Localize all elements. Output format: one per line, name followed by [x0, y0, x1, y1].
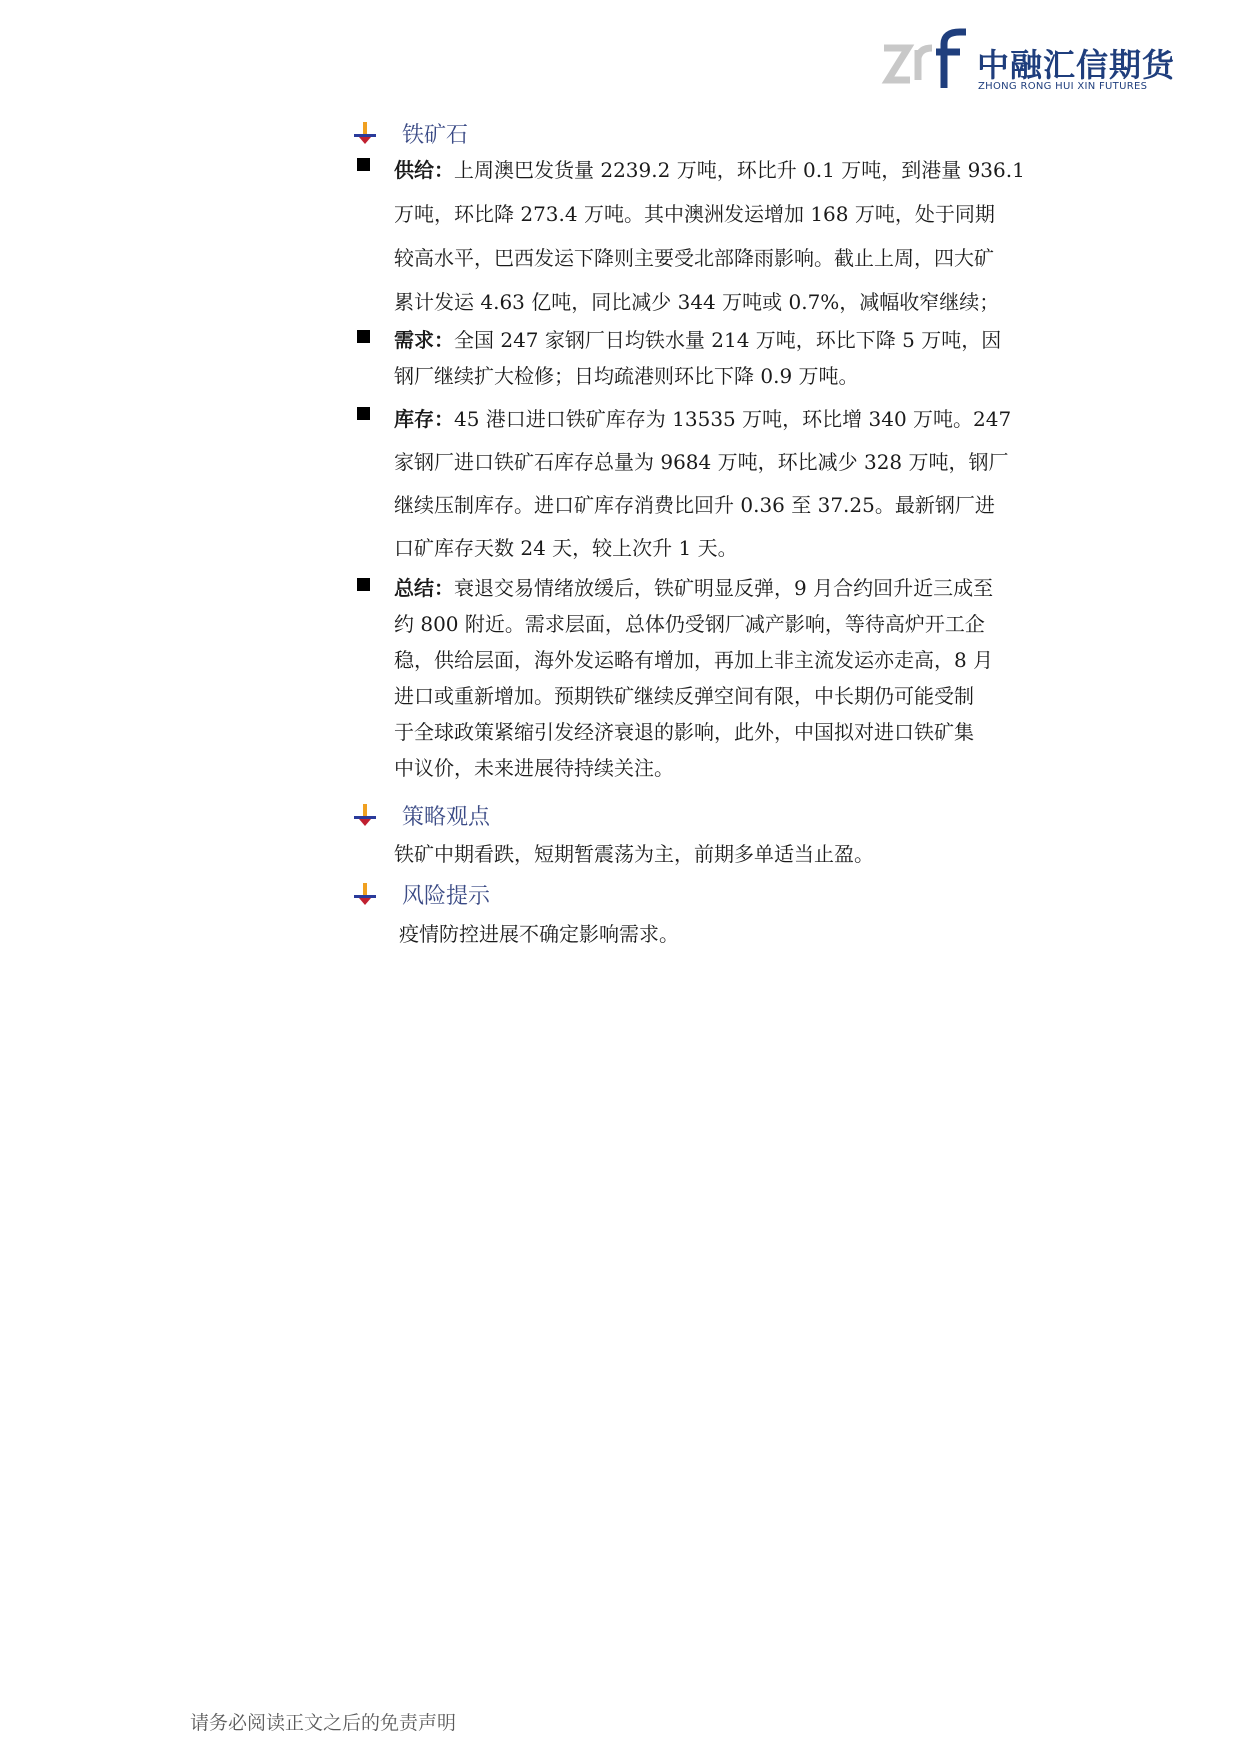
bullet-line: 钢厂继续扩大检修；日均疏港则环比下降 0.9 万吨。 [394, 364, 859, 388]
bullet-line: 较高水平，巴西发运下降则主要受北部降雨影响。截止上周，四大矿 [394, 246, 994, 270]
bullet-line: 万吨，环比降 273.4 万吨。其中澳洲发运增加 168 万吨，处于同期 [394, 202, 995, 226]
risk-text: 疫情防控进展不确定影响需求。 [399, 922, 679, 946]
section-title: 风险提示 [402, 883, 491, 909]
company-logo [880, 28, 1180, 98]
section-arrow-icon [352, 881, 378, 907]
bullet-line [394, 570, 1032, 606]
bullet-line: 进口或重新增加。预期铁矿继续反弹空间有限，中长期仍可能受制 [394, 684, 974, 708]
bullet-line: 口矿库存天数 24 天，较上次升 1 天。 [394, 536, 738, 560]
bullet-square-icon [357, 158, 370, 171]
section-iron-ore-heading [352, 115, 468, 151]
bullet-text: 45 港口进口铁矿库存为 13535 万吨，环比增 340 万吨。247 [454, 407, 1012, 431]
bullet-line: 家钢厂进口铁矿石库存总量为 9684 万吨，环比减少 328 万吨，钢厂 [394, 450, 1009, 474]
section-arrow-icon [352, 802, 378, 828]
section-risk-heading [352, 876, 490, 912]
section-strategy-heading [352, 797, 490, 833]
bullet-line [394, 398, 1032, 441]
bullet-body [394, 398, 1032, 570]
logo-chinese-name: 中融汇信期货 [977, 46, 1176, 84]
bullet-line: 累计发运 4.63 亿吨，同比减少 344 万吨或 0.7%，减幅收窄继续； [394, 290, 1000, 314]
bullet-square-icon [357, 407, 370, 420]
bullet-body [394, 148, 1032, 324]
logo-english-name: ZHONG RONG HUI XIN FUTURES [978, 81, 1148, 92]
bullet-line: 约 800 附近。需求层面，总体仍受钢厂减产影响，等待高炉开工企 [394, 612, 985, 636]
section-arrow-icon [352, 120, 378, 146]
bullet-line [394, 148, 1032, 192]
bullet-line: 于全球政策紧缩引发经济衰退的影响，此外，中国拟对进口铁矿集 [394, 720, 974, 744]
bullet-body [394, 322, 1032, 394]
bullet-label: 供给： [394, 158, 454, 182]
bullet-line: 稳，供给层面，海外发运略有增加，再加上非主流发运亦走高，8 月 [394, 648, 994, 672]
bullet-text: 衰退交易情绪放缓后，铁矿明显反弹，9 月合约回升近三成至 [454, 576, 994, 600]
strategy-text: 铁矿中期看跌，短期暂震荡为主，前期多单适当止盈。 [394, 842, 874, 866]
bullet-line: 中议价，未来进展待持续关注。 [394, 756, 674, 780]
zrf-logo-icon [880, 28, 972, 90]
disclaimer-footer: 请务必阅读正文之后的免责声明 [190, 1712, 457, 1734]
bullet-body [394, 570, 1032, 786]
bullet-square-icon [357, 330, 370, 343]
bullet-line: 继续压制库存。进口矿库存消费比回升 0.36 至 37.25。最新钢厂进 [394, 493, 995, 517]
bullet-text: 全国 247 家钢厂日均铁水量 214 万吨，环比下降 5 万吨，因 [454, 328, 1002, 352]
bullet-label: 需求： [394, 328, 454, 352]
section-title: 策略观点 [402, 804, 491, 830]
bullet-line [394, 322, 1032, 358]
bullet-label: 总结： [394, 576, 454, 600]
bullet-text: 上周澳巴发货量 2239.2 万吨，环比升 0.1 万吨，到港量 936.1 [454, 158, 1025, 182]
bullet-square-icon [357, 578, 370, 591]
section-title: 铁矿石 [402, 122, 469, 148]
bullet-label: 库存： [394, 407, 454, 431]
